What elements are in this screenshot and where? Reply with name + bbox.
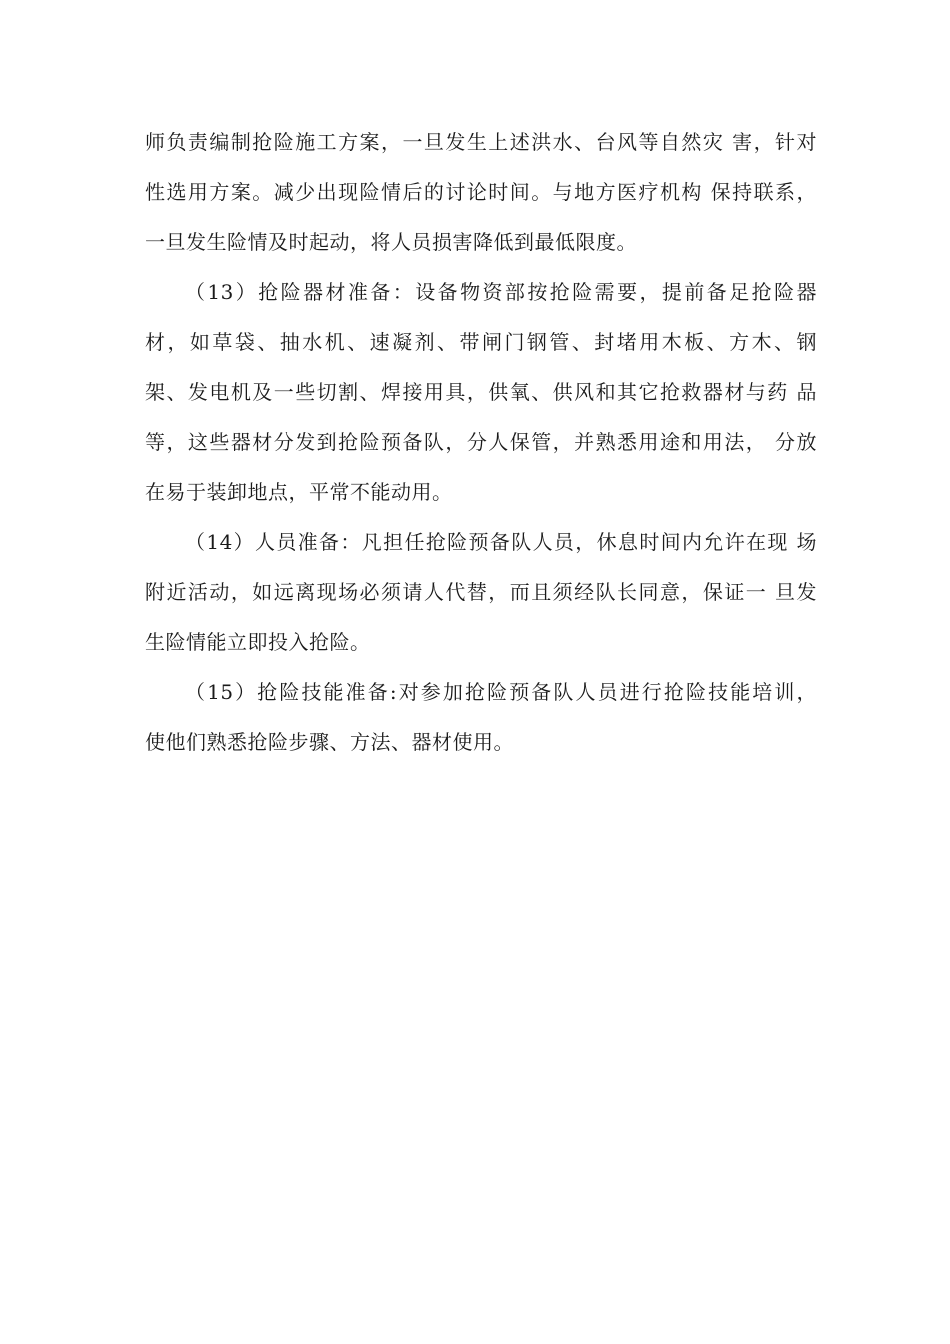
text-line: 架、发电机及一些切割、焊接用具，供氧、供风和其它抢救器材与药 品: [145, 380, 817, 404]
text-line: （13）抢险器材准备：设备物资部按抢险需要，提前备足抢险器: [185, 280, 817, 304]
text-line: （15）抢险技能准备:对参加抢险预备队人员进行抢险技能培训，: [185, 680, 817, 704]
text-line: 生险情能立即投入抢险。: [145, 630, 371, 654]
text-line: 等，这些器材分发到抢险预备队，分人保管，并熟悉用途和用法， 分放: [145, 430, 817, 454]
text-line: （14）人员准备：凡担任抢险预备队人员，休息时间内允许在现 场: [185, 530, 817, 554]
text-line: 附近活动，如远离现场必须请人代替，而且须经队长同意，保证一 旦发: [145, 580, 817, 604]
text-line: 使他们熟悉抢险步骤、方法、器材使用。: [145, 730, 514, 754]
text-line: 性选用方案。减少出现险情后的讨论时间。与地方医疗机构 保持联系，: [145, 180, 817, 204]
text-line: 一旦发生险情及时起动，将人员损害降低到最低限度。: [145, 230, 637, 254]
text-line: 材，如草袋、抽水机、速凝剂、带闸门钢管、封堵用木板、方木、钢: [145, 330, 817, 354]
text-line: 师负责编制抢险施工方案，一旦发生上述洪水、台风等自然灾 害，针对: [145, 130, 817, 154]
text-line: 在易于装卸地点，平常不能动用。: [145, 480, 453, 504]
